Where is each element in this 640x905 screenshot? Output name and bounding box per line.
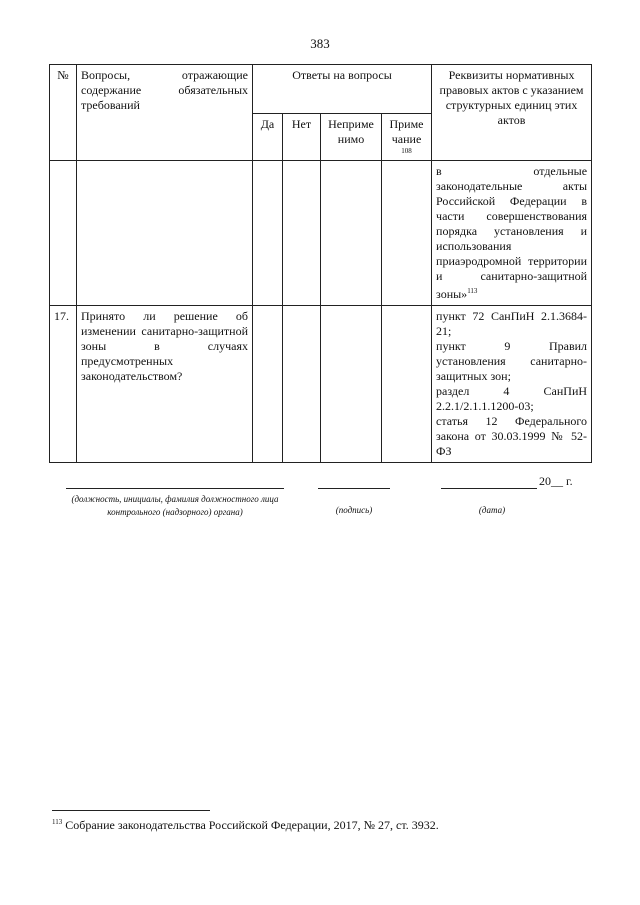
header-note (382, 114, 432, 161)
requisites-line: пункт 72 СанПиН 2.1.3684-21; (436, 309, 588, 338)
header-number: № (50, 65, 77, 161)
signature-line (318, 488, 390, 489)
row-question-cell: Принято ли решение об изменении санитарно-защитной зоны в случаях предусмотренных законодательством? (77, 306, 253, 463)
position-caption: (должность, инициалы, фамилия должностного лица контрольного (надзорного) органа) (71, 494, 279, 517)
row-no-cell (283, 306, 321, 463)
checklist-table (49, 64, 592, 463)
row-number-cell: 17. (50, 306, 77, 463)
row-na-cell (321, 306, 382, 463)
row-note-cell (382, 306, 432, 463)
footnote (52, 818, 439, 833)
table-header-row (50, 65, 592, 114)
row-na-cell (321, 161, 382, 306)
requisites-text: в отдельные законодательные акты Российской Федерации в части совершенствования порядка установления и использования приаэродромной территории и санитарно-защитной зоны» (436, 164, 588, 301)
row-requisites-cell (432, 161, 592, 306)
requisites-line: статья 12 Федерального закона от 30.03.1999 № 52-ФЗ (436, 414, 588, 458)
header-note-footnote-ref: 108 (401, 147, 412, 155)
row-no-cell (283, 161, 321, 306)
header-questions: Вопросы, отражающие содержание обязательных требований (77, 65, 253, 161)
row-requisites-cell (432, 306, 592, 463)
requisites-line: раздел 4 СанПиН 2.2.1/2.1.1.1200-03; (436, 384, 588, 413)
row-yes-cell (253, 306, 283, 463)
date-line (441, 488, 537, 489)
table-row (50, 161, 592, 306)
year-suffix: 20__ г. (539, 474, 573, 488)
footnote-separator (52, 810, 210, 811)
row-number-cell (50, 161, 77, 306)
position-signature-line (66, 488, 284, 489)
row-question-cell (77, 161, 253, 306)
date-caption: (дата) (478, 505, 506, 515)
footnote-text: Собрание законодательства Российской Федерации, 2017, № 27, ст. 3932. (65, 818, 439, 832)
header-not-applicable: Неприме нимо (321, 114, 382, 161)
requisites-line: пункт 9 Правил установления санитарно-защитных зон; (436, 339, 588, 383)
header-requisites: Реквизиты нормативных правовых актов с указанием структурных единиц этих актов (432, 65, 592, 161)
row-note-cell (382, 161, 432, 306)
header-answers: Ответы на вопросы (253, 65, 432, 114)
header-yes: Да (253, 114, 283, 161)
header-note-label: Приме чание (389, 117, 424, 146)
footnote-marker: 113 (52, 818, 63, 826)
header-no: Нет (283, 114, 321, 161)
table-row (50, 306, 592, 463)
row-yes-cell (253, 161, 283, 306)
page-number: 383 (310, 36, 330, 51)
signature-caption: (подпись) (335, 505, 373, 515)
requisites-footnote-ref: 113 (467, 287, 478, 295)
